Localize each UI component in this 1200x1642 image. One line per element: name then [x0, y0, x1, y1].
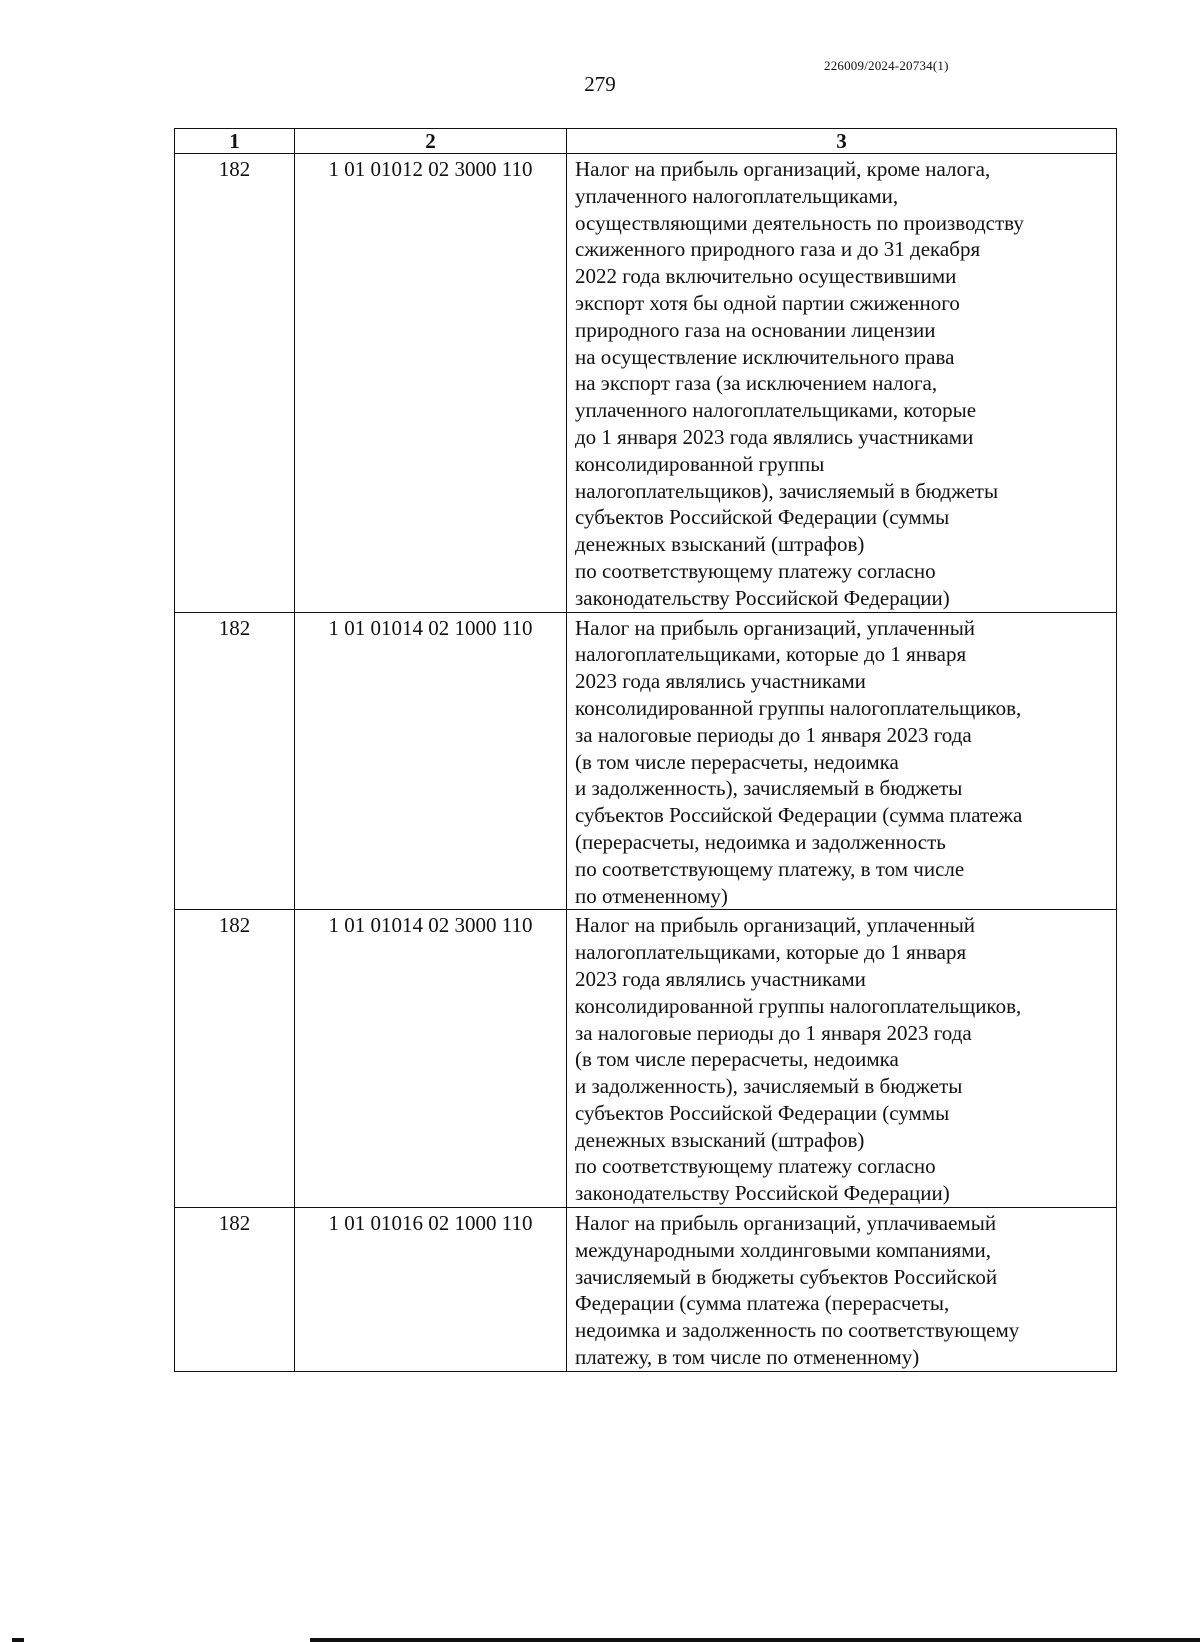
admin-code-cell: 182	[175, 910, 295, 1208]
description-line: Налог на прибыль организаций, уплаченный	[575, 615, 976, 640]
description-line: по соответствующему платежу, в том числе	[575, 856, 965, 881]
table-row	[175, 910, 1117, 1208]
description-line: на осуществление исключительного права	[575, 344, 955, 369]
description-line: Налог на прибыль организаций, уплачиваемый	[575, 1211, 997, 1236]
description-line: консолидированной группы налогоплательщиков,	[575, 993, 1022, 1018]
admin-code-cell: 182	[175, 612, 295, 910]
page-number: 279	[584, 72, 616, 96]
description-line: налогоплательщиками, которые до 1 января	[575, 940, 967, 965]
description-line: за налоговые периоды до 1 января 2023 года	[575, 722, 972, 747]
admin-code-cell: 182	[175, 154, 295, 613]
description-line: по соответствующему платежу согласно	[575, 1154, 936, 1179]
income-description-cell	[567, 154, 1117, 613]
description-line: уплаченного налогоплательщиками,	[575, 183, 899, 208]
column-header-1: 1	[175, 129, 295, 154]
column-header-3: 3	[567, 129, 1117, 154]
description-line: денежных взысканий (штрафов)	[575, 1127, 865, 1152]
description-line: сжиженного природного газа и до 31 декабря	[575, 237, 981, 262]
description-line: законодательству Российской Федерации)	[575, 585, 950, 610]
budget-classification-code-cell: 1 01 01016 02 1000 110	[295, 1208, 567, 1372]
description-line: зачисляемый в бюджеты субъектов Российской	[575, 1264, 998, 1289]
description-line: по отмененному)	[575, 883, 728, 908]
description-line: недоимка и задолженность по соответствующему	[575, 1318, 1020, 1343]
budget-code-table	[174, 128, 1117, 1372]
description-line: (в том числе перерасчеты, недоимка	[575, 1047, 899, 1072]
budget-classification-code-cell: 1 01 01014 02 1000 110	[295, 612, 567, 910]
table-row	[175, 1208, 1117, 1372]
income-description-cell	[567, 612, 1117, 910]
description-line: 2023 года являлись участниками	[575, 966, 866, 991]
description-line: природного газа на основании лицензии	[575, 317, 936, 342]
description-line: законодательству Российской Федерации)	[575, 1181, 950, 1206]
description-line: и задолженность), зачисляемый в бюджеты	[575, 1074, 963, 1099]
description-line: осуществляющими деятельность по производству	[575, 210, 1024, 235]
description-line: консолидированной группы	[575, 451, 825, 476]
description-line: и задолженность), зачисляемый в бюджеты	[575, 776, 963, 801]
description-line: Федерации (сумма платежа (перерасчеты,	[575, 1291, 950, 1316]
income-description-cell	[567, 1208, 1117, 1372]
description-line: Налог на прибыль организаций, уплаченный	[575, 913, 976, 938]
scan-edge-bar	[0, 1638, 1200, 1642]
description-line: уплаченного налогоплательщиками, которые	[575, 398, 977, 423]
income-description-cell	[567, 910, 1117, 1208]
description-line: налогоплательщиков), зачисляемый в бюджеты	[575, 478, 999, 503]
description-line: денежных взысканий (штрафов)	[575, 532, 865, 557]
table-row	[175, 612, 1117, 910]
description-line: (перерасчеты, недоимка и задолженность	[575, 829, 946, 854]
description-line: на экспорт газа (за исключением налога,	[575, 371, 938, 396]
description-line: международными холдинговыми компаниями,	[575, 1237, 992, 1262]
description-line: Налог на прибыль организаций, кроме налога,	[575, 157, 991, 181]
description-line: субъектов Российской Федерации (суммы	[575, 1100, 950, 1125]
description-line: за налоговые периоды до 1 января 2023 года	[575, 1020, 972, 1045]
description-line: субъектов Российской Федерации (сумма платежа	[575, 803, 1023, 828]
budget-classification-code-cell: 1 01 01012 02 3000 110	[295, 154, 567, 613]
description-line: платежу, в том числе по отмененному)	[575, 1345, 920, 1370]
description-line: по соответствующему платежу согласно	[575, 558, 936, 583]
table-header-row	[175, 129, 1117, 154]
description-line: (в том числе перерасчеты, недоимка	[575, 749, 899, 774]
column-header-2: 2	[295, 129, 567, 154]
description-line: до 1 января 2023 года являлись участниками	[575, 424, 974, 449]
description-line: налогоплательщиками, которые до 1 января	[575, 642, 967, 667]
admin-code-cell: 182	[175, 1208, 295, 1372]
table-row	[175, 154, 1117, 613]
description-line: 2022 года включительно осуществившими	[575, 264, 957, 289]
description-line: экспорт хотя бы одной партии сжиженного	[575, 290, 960, 315]
document-id: 226009/2024-20734(1)	[824, 58, 949, 73]
budget-classification-code-cell: 1 01 01014 02 3000 110	[295, 910, 567, 1208]
description-line: консолидированной группы налогоплательщиков,	[575, 695, 1022, 720]
description-line: 2023 года являлись участниками	[575, 669, 866, 694]
description-line: субъектов Российской Федерации (суммы	[575, 505, 950, 530]
